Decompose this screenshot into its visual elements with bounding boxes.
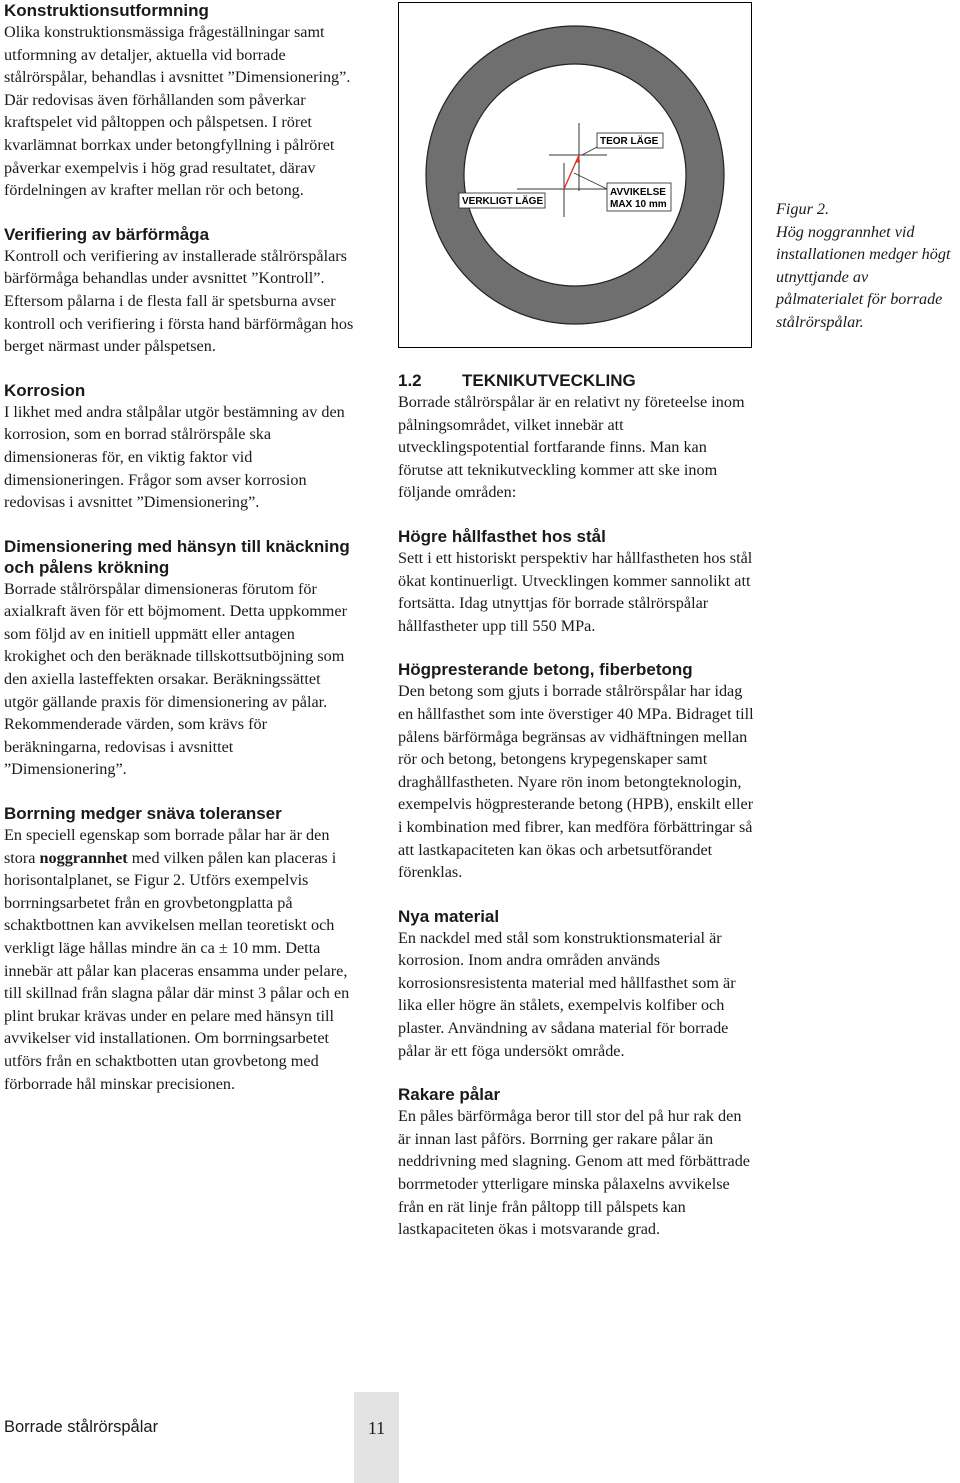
left-column [4,0,354,1095]
page-number: 11 [367,1418,386,1438]
caption-title: Figur 2. [776,200,830,218]
section-verifiering [4,224,354,358]
figure-caption [776,198,956,334]
chapter-number: 1.2 [398,371,422,390]
section-body: Den betong som gjuts i borrade stålrörspålar har idag en hållfasthet som inte överstiger 40 MPa. Bidraget till pålens bärförmåga begränsas av vidhäftningen mellan rör och betong, betongens krypegenskaper samt draghållfastheten. Nyare rön inom betongteknologin, exempelvis högpresterande betong (HPB), enskilt eller i kombination med fibrer, kan medföra förbättringar så att lastkapaciteten kan ökas och arbetsutförandet förenklas. [398,682,754,882]
section-konstruktionsutformning [4,0,354,202]
section-hogre-hallfasthet [398,526,754,637]
body-bold-term: noggrannhet [39,848,128,867]
section-heading: Borrning medger snäva toleranser [4,804,282,824]
middle-column [398,370,754,1241]
caption-text: Hög noggrannhet vid installationen medger högt utnyttjande av pålmaterialet för borrade stålrörspålar. [776,222,951,331]
section-teknikutveckling [398,370,754,504]
chapter-heading [398,370,754,391]
section-body: I likhet med andra stålpålar utgör bestämning av den korrosion, som en borrad stålrörspåle ska dimensioneras för, en viktig faktor vid dimensioneringen. Frågor som avser korrosion redovisas i avsnittet ”Dimensionering”. [4,402,345,512]
avvikelse-label-line2: MAX 10 mm [610,199,667,210]
section-body: Sett i ett historiskt perspektiv har hållfastheten hos stål ökat kontinuerligt. Utvecklingen kommer sannolikt att fortsätta. Idag utnyttjas för borrade stålrörspålar hållfastheter upp till 550 MPa. [398,548,753,635]
section-body: Kontroll och verifiering av installerade stålrörspålars bärförmåga behandlas under avsnittet ”Kontroll”. Eftersom pålarna i de flesta fall är spetsburna avser kontroll och verifiering i första hand bärförmågan hos berget närmast under pålspetsen. [4,246,354,356]
avvikelse-label-line1: AVVIKELSE [610,187,666,198]
section-heading: Högpresterande betong, fiberbetong [398,660,693,680]
section-rakare-palar [398,1084,754,1241]
section-heading: Rakare pålar [398,1085,501,1105]
section-body: Borrade stålrörspålar dimensioneras förutom för axialkraft även för ett böjmoment. Detta uppkommer som följd av en initiell uppmätt eller antagen krokighet och den beräknade tillskottsutböjning som den axiella lasteffekten orsakar. Beräkningssättet utgör gällande praxis för dimensionering av pålar. Rekommenderade värden, som krävs för beräkningarna, redovisas i avsnittet ”Dimensionering”. [4,579,347,779]
section-body [4,824,354,1095]
section-heading: Nya material [398,906,500,926]
section-body: En påles bärförmåga beror till stor del på hur rak den är innan last påförs. Borrning ger rakare pålar än neddrivning med slagning. Genom att med förbättrade borrmetoder ytterligare minska pålaxelns avvikelse från en rät linje från påltopp till pålspets kan lastkapaciteten ökas i motsvarande grad. [398,1107,750,1239]
section-heading: Högre hållfasthet hos stål [398,526,606,546]
section-borrning [4,803,354,1095]
section-hogpresterande-betong [398,659,754,883]
teor-label: TEOR LÄGE [600,136,659,147]
section-nya-material [398,906,754,1063]
chapter-title: TEKNIKUTVECKLING [462,371,636,390]
section-heading: Korrosion [4,380,86,400]
section-body: Olika konstruktionsmässiga frågeställningar samt utformning av detaljer, aktuella vid borrade stålrörspålar, behandlas i avsnittet ”Dimensionering”. Där redovisas även förhållanden som påverkar kraftspelet vid påltoppen och pålspetsen. I röret kvarlämnat borrkax under betongfyllning i pålröret påverkar exempelvis i hög grad resultatet, därav fördelningen av krafter mellan rör och betong. [4,23,351,200]
verkligt-label: VERKLIGT LÄGE [462,196,544,207]
section-heading: Verifiering av bärförmåga [4,224,210,244]
body-text: med vilken pålen kan placeras i horisontalplanet, se Figur 2. Utförs exempelvis borrningsarbetet från en grovbetongplatta på schaktbottnen kan avvikelsen mellan teoretiskt och verkligt läge hållas mindre än ca ± 10 mm. Detta innebär att pålar kan placeras ensamma under pelare, till skillnad från slagna pålar där minst 3 pålar och en plint brukar krävas under en pelare med hänsyn till avvikelser vid installationen. Om borrningsarbetet utförs från en schaktbotten utan grovbetong med förborrade hål minskar precisionen. [4,848,350,1093]
pipe-ring-inner-edge [464,64,686,286]
section-heading: Konstruktionsutformning [4,1,209,20]
body-text: En speciell egenskap som borrade pålar har är den stora [4,826,330,867]
section-korrosion [4,380,354,514]
section-body: Borrade stålrörspålar är en relativt ny företeelse inom pålningsområdet, vilket innebär att utvecklingspotential fortfarande finns. Man kan förutse att teknikutveckling kommer att ske inom följande områden: [398,393,745,502]
section-body: En nackdel med stål som konstruktionsmaterial är korrosion. Inom andra områden används korrosionsresistenta material med hållfasthet som är lika eller högre än stålets, exempelvis kolfiber och plaster. Användning av sådana material för borrade pålar är ett föga undersökt område. [398,928,736,1060]
teor-leader [582,147,597,155]
pipe-ring [445,45,705,305]
figure-2-diagram [398,2,752,348]
footer-document-title: Borrade stålrörspålar [4,1418,159,1436]
section-dimensionering [4,536,354,781]
pile-tolerance-diagram [399,3,751,347]
section-heading: Dimensionering med hänsyn till knäckning och pålens krökning [4,536,350,577]
